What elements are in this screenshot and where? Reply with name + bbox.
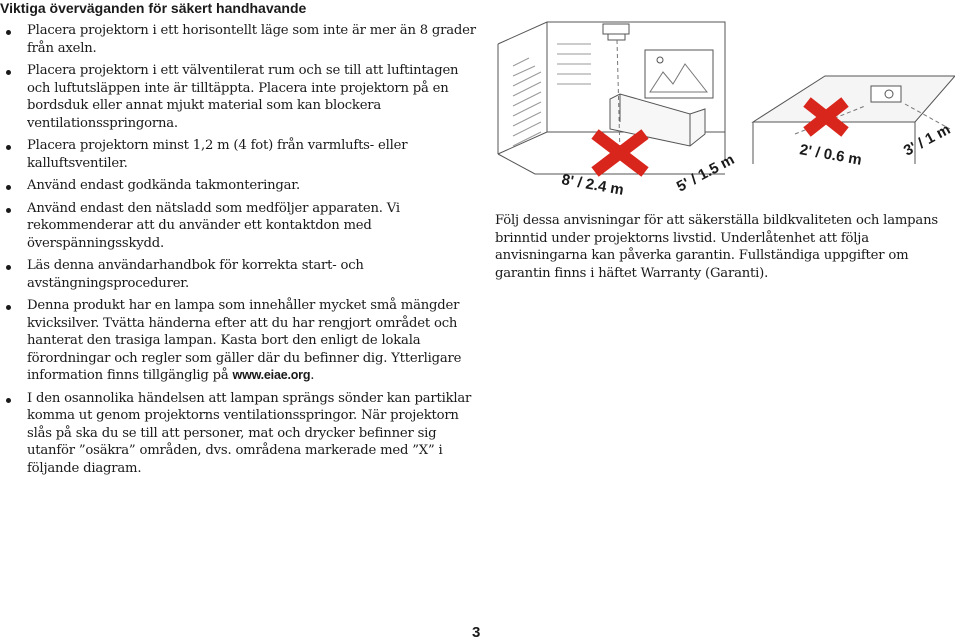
bullet-dot <box>6 265 11 270</box>
bullet-text: Läs denna användarhandbok för korrekta start- och avstängningsprocedurer. <box>27 258 364 291</box>
eiae-link[interactable]: www.eiae.org <box>232 368 311 382</box>
bullet-dot <box>6 305 11 310</box>
bullet-dot <box>6 208 11 213</box>
bullet-dot <box>6 70 11 75</box>
bullet-text: Använd endast godkända takmonteringar. <box>27 178 300 193</box>
dimension-label-3: 2' / 0.6 m <box>798 141 864 169</box>
dimension-label-2: 5' / 1.5 m <box>673 151 738 196</box>
bullet-item-2 <box>0 62 478 132</box>
bullet-text-before: Denna produkt har en lampa som innehåller mycket små mängder kvicksilver. Tvätta händerna efter att du har rengjort området och hanterat den trasiga lampan. Kasta bort den enligt de lokala förordningar och regler som gäller där du befinner dig. Ytterligare information finns tillgänglig på <box>27 298 462 383</box>
bullet-item-8 <box>0 390 478 478</box>
bullet-text-after: . <box>310 368 315 383</box>
bullet-dot <box>6 398 11 403</box>
dimension-label-4: 3' / 1 m <box>900 120 954 160</box>
bullet-item-6 <box>0 257 478 292</box>
placement-diagram <box>495 14 955 209</box>
page-heading: Viktiga överväganden för säkert handhavande <box>0 0 307 16</box>
bullet-item-1 <box>0 22 478 57</box>
bullet-text: Placera projektorn i ett välventilerat rum och se till att luftintagen och luftutsläppen inte är tilltäppta. Placera inte projektorn på en bordsduk eller annat mjukt material som kan blockera ventilationsspringorna. <box>27 63 459 131</box>
bullet-text: I den osannolika händelsen att lampan sprängs sönder kan partiklar komma ut genom projektorns ventilationsspringor. När projektorn slås på ska du se till att personer, mat och drycker befinner sig utanför ”osäkra” områden, dvs. områdena markerade med ”X” i följande diagram. <box>27 390 472 476</box>
bullet-text: Placera projektorn i ett horisontellt läge som inte är mer än 8 grader från axeln. <box>27 23 476 56</box>
bullet-dot <box>6 30 11 35</box>
bullet-item-3 <box>0 137 478 172</box>
bullet-item-4 <box>0 177 478 195</box>
bullet-text <box>27 297 478 385</box>
page-number: 3 <box>472 624 481 641</box>
bullet-dot <box>6 185 11 190</box>
warranty-paragraph: Följ dessa anvisningar för att säkerställa bildkvaliteten och lampans brinntid under projektorns livstid. Underlåtenhet att följa anvisningarna kan påverka garantin. Fullständiga uppgifter om garantin finns i häftet Warranty (Garanti). <box>495 213 938 281</box>
bullet-text: Använd endast den nätsladd som medföljer apparaten. Vi rekommenderar att du använder ett kontaktdon med överspänningsskydd. <box>27 200 400 251</box>
dimension-label-1: 8' / 2.4 m <box>560 171 626 199</box>
bullet-item-7 <box>0 297 478 385</box>
bullet-text: Placera projektorn minst 1,2 m (4 fot) från varmlufts- eller kalluftsventiler. <box>27 138 408 171</box>
safety-bullet-list <box>0 22 478 482</box>
bullet-dot <box>6 145 11 150</box>
bullet-item-5 <box>0 200 478 253</box>
